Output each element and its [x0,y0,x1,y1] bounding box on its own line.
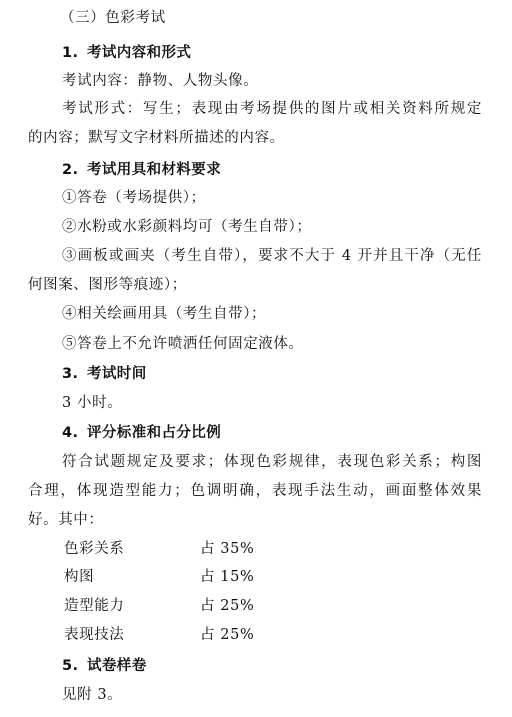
materials-item-2: ②水粉或水彩颜料均可（考生自带）； [62,219,312,235]
section-5-title: 试卷样卷 [87,658,147,674]
section-4-title: 评分标准和占分比例 [87,425,222,441]
exam-form-line-1: 考试形式：写生；表现由考场提供的图片或相关资料所规定 [62,101,482,117]
exam-form-line-2: 的内容；默写文字材料所描述的内容。 [28,130,285,146]
score-item-percent: 占 15% [200,569,255,585]
sample-paper-note: 见附 3。 [62,687,123,703]
score-item-name: 色彩关系 [64,541,125,557]
score-item-percent: 占 25% [200,598,255,614]
materials-item-4: ④相关绘画用具（考生自带）； [62,306,267,322]
section-3-heading [62,364,147,384]
section-title: （三）色彩考试 [60,10,166,26]
exam-content-value: 静物、人物头像。 [137,73,259,89]
section-3-title: 考试时间 [87,366,147,382]
section-4-heading [62,423,221,443]
section-3-number: 3. [62,366,79,382]
materials-item-3-line-2: 何图案、图形等痕迹）； [28,277,187,293]
materials-item-5: ⑤答卷上不允许喷洒任何固定液体。 [62,336,304,352]
section-1-number: 1. [62,45,79,61]
score-item-name: 表现技法 [64,627,125,643]
materials-item-3-line-1: ③画板或画夹（考生自带），要求不大于 4 开并且干净（无任 [62,248,482,264]
section-1-title: 考试内容和形式 [87,45,192,61]
section-2-heading [62,160,221,180]
score-item-percent: 占 35% [200,541,255,557]
section-5-number: 5. [62,658,79,674]
exam-duration: 3 小时。 [62,395,123,411]
score-item-percent: 占 25% [200,627,255,643]
scoring-paragraph-line-2: 合理，体现造型能力；色调明确，表现手法生动，画面整体效果 [28,483,482,499]
section-2-title: 考试用具和材料要求 [87,162,222,178]
exam-content-label: 考试内容： [62,73,138,89]
materials-item-1: ①答卷（考场提供）； [62,190,206,206]
section-1-heading [62,43,191,63]
score-item-name: 构图 [64,569,95,585]
section-5-heading [62,656,147,676]
exam-content-line [62,71,258,91]
section-4-number: 4. [62,425,79,441]
scoring-paragraph-line-1: 符合试题规定及要求；体现色彩规律，表现色彩关系；构图 [62,454,482,470]
scoring-paragraph-line-3: 好。其中： [28,512,104,528]
section-2-number: 2. [62,162,79,178]
score-item-name: 造型能力 [64,598,125,614]
